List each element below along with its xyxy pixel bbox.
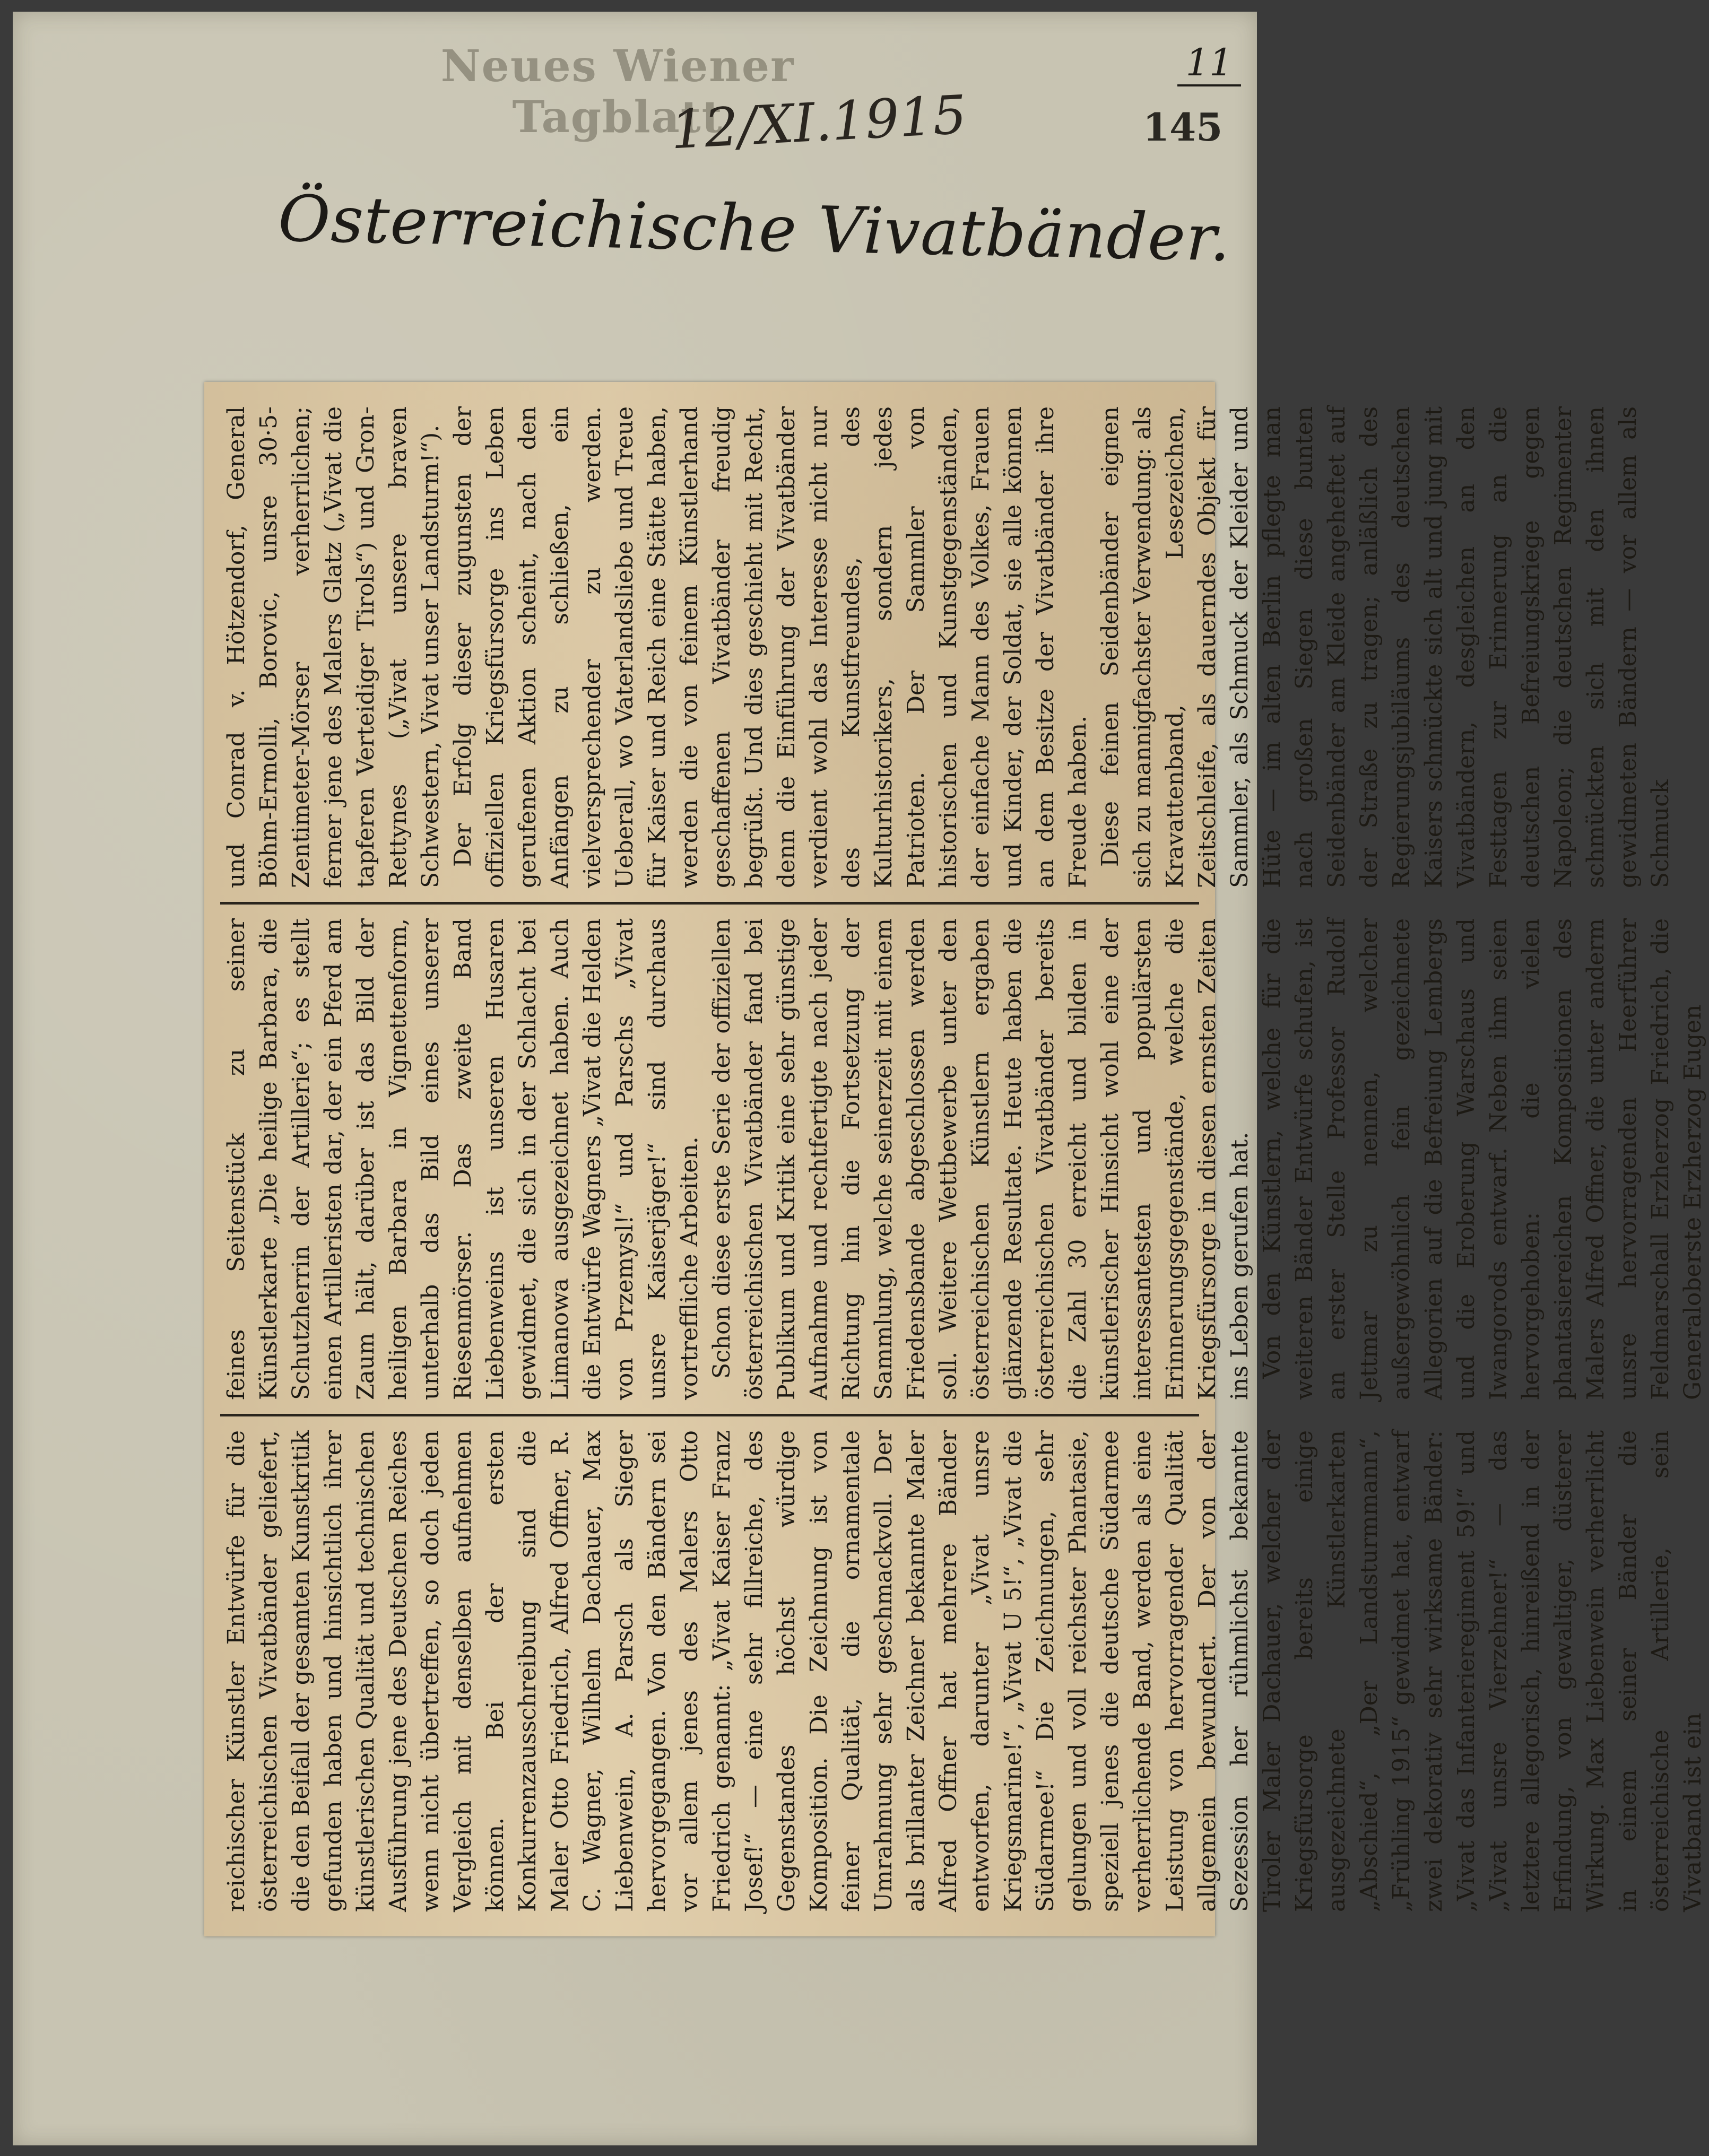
clipping-column-1 <box>220 1416 1706 1926</box>
column-3-paragraph-2: Der Erfolg dieser zugunsten der offiziellen Kriegsfürsorge ins Leben gerufenen Aktion scheint, nach den Anfängen zu schließen, ein vielversprechender zu werden. Ueberall, wo Vaterlandsliebe und Treue für Kaiser und Reich eine Stätte haben, werden die von feinem Künstlerhand geschaffenen Vivatbänder freudig begrüßt. Und dies geschieht mit Recht, denn die Einführung der Vivatbänder verdient wohl das Interesse nicht nur des Kunstfreundes, des Kulturhistorikers, sondern jedes Patrioten. Der Sammler von historischen und Kunstgegenständen, der einfache Mann des Volkes, Frauen und Kinder, der Soldat, sie alle können an dem Besitze der Vivatbänder ihre Freude haben. <box>449 406 1091 888</box>
column-2-paragraph-2: Schon diese erste Serie der offiziellen österreichischen Vivatbänder fand bei Publikum und Kritik eine sehr günstige Aufnahme und rechtfertigte nach jeder Richtung hin die Fortsetzung der Sammlung, welche seinerzeit mit einem Friedensbande abgeschlossen werden soll. Weitere Wettbewerbe unter den österreichischen Künstlern ergaben glänzende Resultate. Heute haben die österreichischen Vivatbänder bereits die Zahl 30 erreicht und bilden in künstlerischer Hinsicht wohl eine der interessantesten und populärsten Erinnerungsgegenstände, welche die Kriegsfürsorge in diesen ernsten Zeiten ins Leben gerufen hat. <box>708 918 1253 1400</box>
clipping-text-block <box>204 382 1706 1936</box>
column-2-paragraph-3: Von den Künstlern, welche für die weiteren Bänder Entwürfe schufen, ist an erster Stelle Professor Rudolf Jettmar zu nennen, welcher außergewöhnlich fein gezeichnete Allegorien auf die Befreiung Lembergs und die Eroberung Warschaus und Iwangorods entwarf. Neben ihm seien hervorgehoben: die vielen phantasiereichen Kompositionen des Malers Alfred Offner, die unter anderm unsre hervorragenden Heerführer Feldmarschall Erzherzog Friedrich, die Generaloberste Erzherzog Eugen <box>1259 918 1706 1400</box>
handwritten-title: Österreichische Vivatbänder. <box>277 182 1231 276</box>
newspaper-clipping <box>204 382 1706 1936</box>
clipping-column-2 <box>220 905 1706 1416</box>
column-3-paragraph-3: Diese feinen Seidenbänder eignen sich zu mannigfachster Verwendung: als Kravattenband, Lesezeichen, Zeitschleife, als dauerndes Objekt für Sammler, als Schmuck der Kleider und Hüte — im alten Berlin pflegte man nach großen Siegen diese bunten Seidenbänder am Kleide angeheftet auf der Straße zu tragen; anläßlich des Regierungsjubiläums des deutschen Kaisers schmückte sich alt und jung mit Vivatbändern, desgleichen an den Festtagen zur Erinnerung an die deutschen Befreiungskriege gegen Napoleon; die deutschen Regimenter schmückten sich mit den ihnen gewidmeten Bändern — vor allem als Schmuck <box>1097 406 1674 888</box>
column-3-paragraph-1: und Conrad v. Hötzendorf, General Böhm-Ermolli, Borovic, unsre 30·5-Zentimeter-Mörser verherrlichen; ferner jene des Malers Glatz („Vivat die tapferen Verteidiger Tirols“) und Gron-Rettynes („Vivat unsere braven Schwestern, Vivat unser Landsturm!“). <box>223 406 444 888</box>
sheet-number: 11 <box>1177 41 1241 86</box>
handwritten-date: 12/XI.1915 <box>669 83 968 161</box>
newspaper-name-stamp: Neues Wiener Tagblatt <box>440 41 795 143</box>
clipping-column-3 <box>220 393 1674 905</box>
column-2-paragraph-1: feines Seitenstück zu seiner Künstlerkarte „Die heilige Barbara, die Schutzherrin der Artillerie“; es stellt einen Artilleristen dar, der ein Pferd am Zaum hält, darüber ist das Bild der heiligen Barbara in Vignettenform, unterhalb das Bild eines unserer Riesenmörser. Das zweite Band Liebenweins ist unseren Husaren gewidmet, die sich in der Schlacht bei Limanowa ausgezeichnet haben. Auch die Entwürfe Wagners „Vivat die Helden von Przemysl!“ und Parschs „Vivat unsre Kaiserjäger!“ sind durchaus vortreffliche Arbeiten. <box>223 918 703 1400</box>
column-1-paragraph-1: reichischer Künstler Entwürfe für die österreichischen Vivatbänder geliefert, die den Beifall der gesamten Kunstkritik gefunden haben und hinsichtlich ihrer künstlerischen Qualität und technischen Ausführung jene des Deutschen Reiches wenn nicht übertreffen, so doch jeden Vergleich mit denselben aufnehmen können. Bei der ersten Konkurrenzausschreibung sind die Maler Otto Friedrich, Alfred Offner, R. C. Wagner, Wilhelm Dachauer, Max Liebenwein, A. Parsch als Sieger hervorgegangen. Von den Bändern sei vor allem jenes des Malers Otto Friedrich genannt: „Vivat Kaiser Franz Josef!“ — eine sehr fillreiche, des Gegenstandes höchst würdige Komposition. Die Zeichnung ist von feiner Qualität, die ornamentale Umrahmung sehr geschmackvoll. Der als brillanter Zeichner bekannte Maler Alfred Offner hat mehrere Bänder entworfen, darunter „Vivat unsre Kriegsmarine!“, „Vivat U 5!“, „Vivat die Südarmee!“ Die Zeichnungen, sehr gelungen und voll reichster Phantasie, speziell jenes die deutsche Südarmee verherrlichende Band, werden als eine Leistung von hervorragender Qualität allgemein bewundert. Der von der Sezession her rühmlichst bekannte Tiroler Maler Dachauer, welcher der Kriegsfürsorge bereits einige ausgezeichnete Künstlerkarten „Abschied“, „Der Landsturmmann“, „Frühling 1915“ gewidmet hat, entwarf zwei dekorativ sehr wirksame Bänder: „Vivat das Infanterieregiment 59!“ und „Vivat unsre Vierzehner!“ — das letztere allegorisch, hinreißend in der Erfindung, von gewaltiger, düsterer Wirkung. Max Liebenwein verherrlicht in einem seiner Bänder die österreichische Artillerie, sein Vivatband ist ein <box>223 1430 1706 1912</box>
page-number: 145 <box>1143 105 1223 150</box>
